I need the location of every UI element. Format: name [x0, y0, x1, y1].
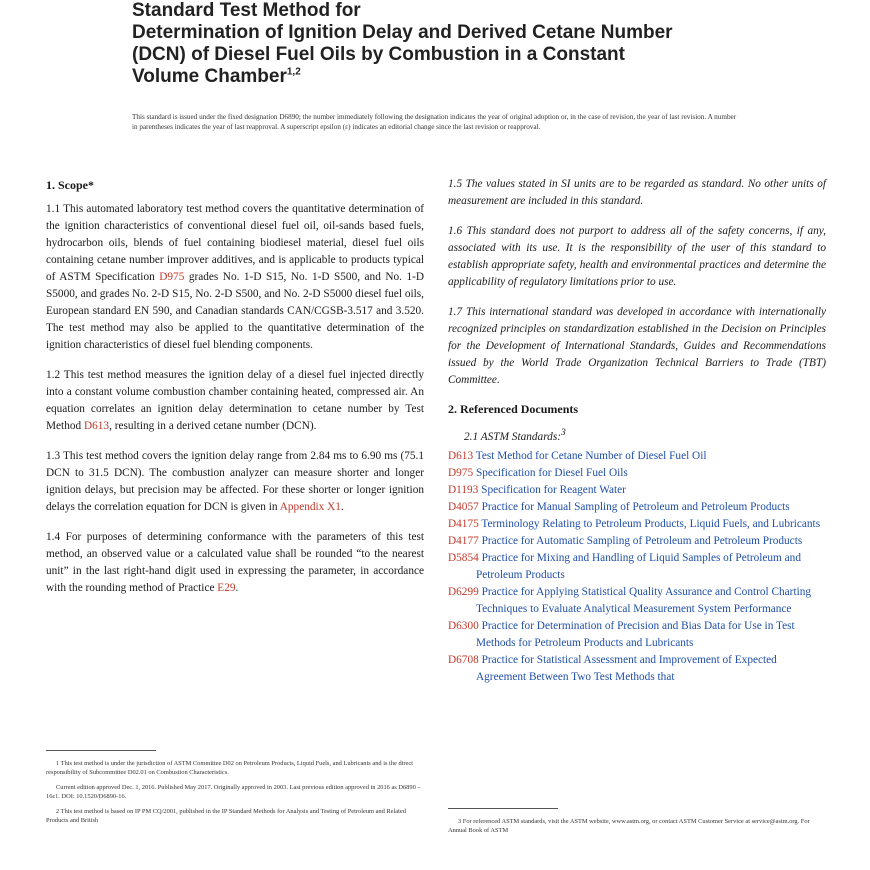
ref-title[interactable]: Specification for Reagent Water — [481, 483, 626, 496]
paragraph-text: . — [340, 501, 344, 513]
list-item[interactable] — [448, 618, 826, 652]
list-item[interactable] — [448, 499, 826, 516]
ref-title[interactable]: Terminology Relating to Petroleum Products, Liquid Fuels, and Lubricants — [481, 517, 821, 530]
list-item[interactable] — [448, 465, 826, 482]
ref-link-e29[interactable]: E29 — [217, 582, 236, 594]
list-item[interactable] — [448, 516, 826, 533]
ref-title[interactable]: Practice for Statistical Assessment and Improvement of Expected Agreement Between Two Test Methods that — [476, 653, 777, 683]
title-line: Determination of Ignition Delay and Derived Cetane Number — [132, 22, 673, 43]
ref-title[interactable]: Practice for Manual Sampling of Petroleum and Petroleum Products — [481, 500, 790, 513]
paragraph-1-1 — [46, 201, 424, 354]
footnote-divider — [448, 808, 558, 809]
ref-code[interactable]: D1193 — [448, 483, 479, 496]
footnotes-right — [448, 808, 826, 841]
astm-standards-intro — [464, 425, 826, 446]
paragraph-1-2 — [46, 367, 424, 435]
ref-code[interactable]: D975 — [448, 466, 474, 479]
paragraph-text: , resulting in a derived cetane number (DCN). — [109, 420, 317, 432]
paragraph-text: 1.3 This test method covers the ignition delay range from 2.84 ms to 6.90 ms (75.1 DCN to 31.5 DCN). The combustion analyzer can measure shorter and longer ignition delays, but precision may be affected. For these shorter or longer ignition delays the correlation equation for DCN is given in — [46, 450, 424, 513]
paragraph-text: . — [235, 582, 239, 594]
ref-link-d613[interactable]: D613 — [83, 420, 110, 432]
ref-link-d975[interactable]: D975 — [159, 271, 185, 283]
paragraph-text: 1.2 This test method measures the ignition delay of a diesel fuel injected directly into a constant volume combustion chamber containing heated, compressed air. An equation correlates an ignition delay determination to cetane number by Test Method — [46, 369, 424, 432]
right-column — [448, 176, 826, 686]
list-item[interactable] — [448, 584, 826, 618]
section-heading-referenced-documents: 2. Referenced Documents — [448, 402, 579, 416]
title-footnote-mark: 1,2 — [286, 66, 301, 78]
list-item[interactable] — [448, 652, 826, 686]
ref-title[interactable]: Practice for Determination of Precision and Bias Data for Use in Test Methods for Petroleum Products and Lubricants — [476, 619, 795, 649]
list-item[interactable] — [448, 550, 826, 584]
list-item[interactable] — [448, 533, 826, 550]
ref-title[interactable]: Practice for Applying Statistical Quality Assurance and Control Charting Techniques to Evaluate Analytical Measurement System Performance — [476, 585, 812, 615]
ref-code[interactable]: D6300 — [448, 619, 479, 632]
paragraph-1-4 — [46, 529, 424, 597]
footnote-mark: 3 — [560, 428, 566, 438]
footnote-divider — [46, 750, 156, 751]
footnote-2: 2 This test method is based on IP PM CQ/2001, published in the IP Standard Methods for Analysis and Testing of Petroleum and Related Products and British — [46, 808, 406, 824]
ref-title[interactable]: Specification for Diesel Fuel Oils — [475, 466, 628, 479]
designation-notice: This standard is issued under the fixed designation D6890; the number immediately following the designation indicates the year of original adoption or, in the case of revision, the year of last revision. A number in parentheses indicates the year of last reapproval. A superscript epsilon (ε) indicates an editorial change since the last revision or reapproval. — [132, 113, 737, 131]
title-line: (DCN) of Diesel Fuel Oils by Combustion in a Constant — [132, 44, 625, 65]
ref-code[interactable]: D613 — [448, 449, 474, 462]
title-line-text: Volume Chamber — [132, 66, 287, 87]
ref-code[interactable]: D4177 — [448, 534, 479, 547]
ref-link-appendix-x1[interactable]: Appendix X1 — [279, 501, 341, 513]
list-item[interactable] — [448, 482, 826, 499]
referenced-documents-list — [448, 448, 826, 686]
list-item[interactable] — [448, 448, 826, 465]
intro-text: 2.1 ASTM Standards: — [464, 430, 561, 443]
footnotes-left — [46, 750, 424, 831]
footnote-1: 1 This test method is under the jurisdiction of ASTM Committee D02 on Petroleum Products, Liquid Fuels, and Lubricants and is the direct responsibility of Subcommittee D02.01 on Combustion Characteristics. — [46, 760, 414, 776]
ref-title[interactable]: Practice for Automatic Sampling of Petroleum and Petroleum Products — [481, 534, 803, 547]
paragraph-1-3 — [46, 448, 424, 516]
paragraph-text: grades No. 1-D S15, No. 1-D S500, and No. 1-D S5000, and grades No. 2-D S15, No. 2-D S500, and No. 2-D S5000 diesel fuel oils, European standard EN 590, and Canadian standards CAN/CGSB-3.517 and 3.520. The test method may also be applied to the quantitative determination of the ignition characteristics of diesel fuel blending components. — [46, 271, 425, 351]
ref-code[interactable]: D6708 — [448, 653, 479, 666]
footnote-3: 3 For referenced ASTM standards, visit the ASTM website, www.astm.org, or contact ASTM Customer Service at service@astm.org. For Annual Book of ASTM — [448, 818, 810, 834]
document-title — [132, 0, 772, 88]
ref-code[interactable]: D6299 — [448, 585, 479, 598]
ref-code[interactable]: D4175 — [448, 517, 479, 530]
paragraph-1-5: 1.5 The values stated in SI units are to be regarded as standard. No other units of measurement are included in this standard. — [448, 178, 826, 207]
title-line: Standard Test Method for — [132, 0, 361, 21]
paragraph-text: 1.1 This automated laboratory test method covers the quantitative determination of the ignition characteristics of conventional diesel fuel oil, oil-sands based fuels, hydrocarbon oils, blends of fuel containing biodiesel material, diesel fuel oils containing cetane number improver additives, and is applicable to products typical of ASTM Specification — [46, 203, 424, 283]
ref-code[interactable]: D4057 — [448, 500, 479, 513]
left-column — [46, 176, 424, 610]
section-heading-scope: 1. Scope* — [46, 178, 94, 192]
paragraph-text: 1.4 For purposes of determining conformance with the parameters of this test method, an observed value or a calculated value shall be rounded “to the nearest unit” in the last right-hand digit used in expressing the parameter, in accordance with the rounding method of Practice — [46, 531, 424, 594]
ref-code[interactable]: D5854 — [448, 551, 479, 564]
title-line — [132, 66, 772, 88]
paragraph-1-6: 1.6 This standard does not purport to address all of the safety concerns, if any, associated with its use. It is the responsibility of the user of this standard to establish appropriate safety, health and environmental practices and determine the applicability of regulatory limitations prior to use. — [448, 225, 826, 288]
paragraph-1-7: 1.7 This international standard was developed in accordance with internationally recognized principles on standardization established in the Decision on Principles for the Development of International Standards, Guides and Recommendations issued by the World Trade Organization Technical Barriers to Trade (TBT) Committee. — [448, 306, 826, 386]
footnote-1-edition: Current edition approved Dec. 1, 2016. Published May 2017. Originally approved in 2003. Last previous edition approved in 2016 as D6890 – 16ε1. DOI: 10.1520/D6890-16. — [46, 784, 421, 800]
ref-title[interactable]: Test Method for Cetane Number of Diesel Fuel Oil — [475, 449, 707, 462]
ref-title[interactable]: Practice for Mixing and Handling of Liquid Samples of Petroleum and Petroleum Products — [476, 551, 801, 581]
